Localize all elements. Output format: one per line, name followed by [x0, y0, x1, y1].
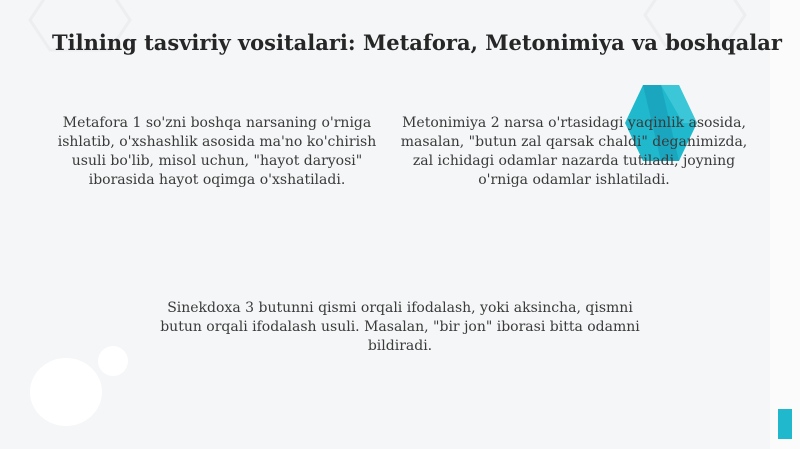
decorative-circle-large — [30, 358, 102, 426]
sinekdoxa-text: Sinekdoxa 3 butunni qismi orqali ifodalash, yoki aksincha, qismni butun orqali ifodalash usuli. Masalan, "bir jon" iborasi bitta odamni bildiradi. — [160, 300, 640, 354]
accent-bar — [778, 409, 792, 439]
right-side-strip — [770, 0, 800, 449]
metonimiya-text: Metonimiya 2 narsa o'rtasidagi yaqinlik asosida, masalan, "butun zal qarsak chaldi" deganimizda, zal ichidagi odamlar nazarda tutiladi, joyning o'rniga odamlar ishlatiladi. — [400, 115, 748, 188]
metafora-text: Metafora 1 so'zni boshqa narsaning o'rniga ishlatib, o'xshashlik asosida ma'no ko'chirish usuli bo'lib, misol uchun, "hayot daryosi" iborasida hayot oqimga o'xshatiladi. — [57, 115, 377, 188]
decorative-circle-small — [98, 346, 128, 376]
slide-title: Tilning tasviriy vositalari: Metafora, Metonimiya va boshqalar — [52, 30, 782, 55]
